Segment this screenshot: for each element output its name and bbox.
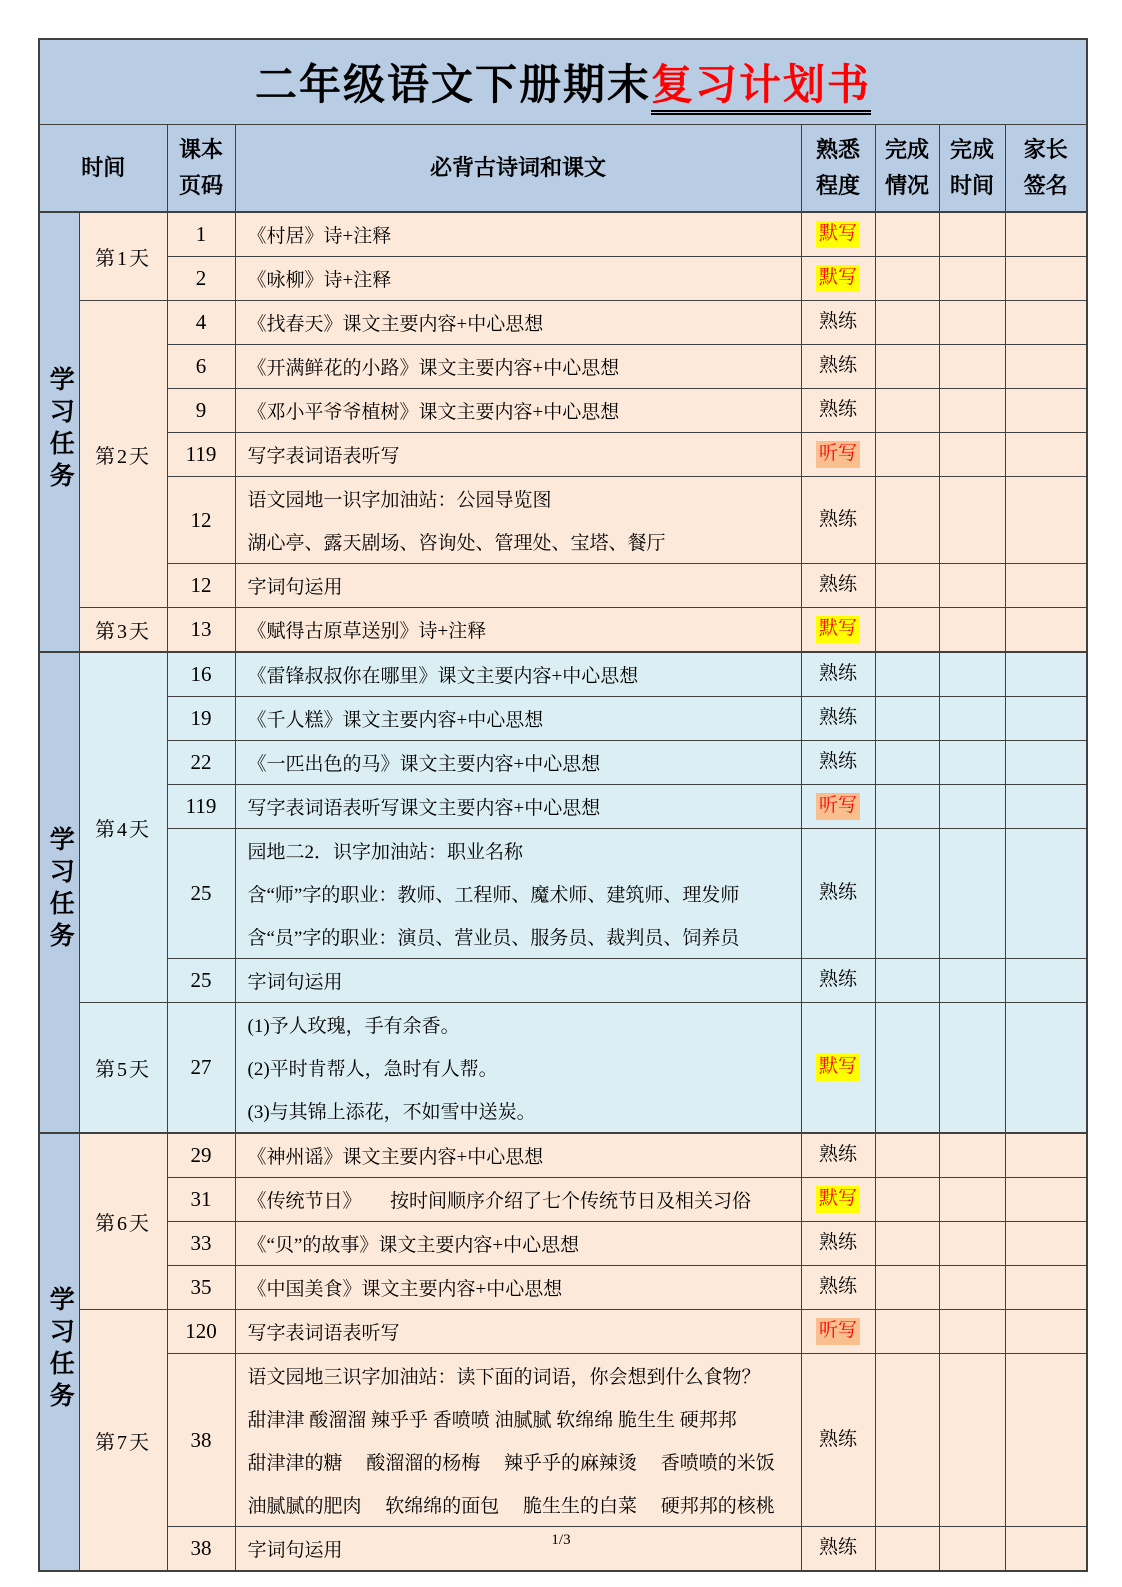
completion-time-cell	[939, 829, 1005, 959]
status-cell	[801, 1266, 875, 1310]
status-cell	[801, 697, 875, 741]
task-group-label: 学习任务	[46, 365, 74, 494]
title-row	[39, 39, 1087, 125]
header-completion-time-line2: 时间	[949, 173, 994, 198]
signature-cell	[1005, 257, 1087, 301]
completion-time-cell	[939, 564, 1005, 608]
table-row	[39, 345, 1087, 389]
status-badge: 熟练	[818, 574, 857, 596]
content-line: 《村居》诗+注释	[247, 226, 392, 247]
status-badge: 熟练	[818, 1232, 857, 1254]
day-label-cell: 第3天	[79, 608, 167, 653]
table-row	[39, 212, 1087, 257]
content-cell	[235, 959, 801, 1003]
status-badge: 熟练	[818, 355, 857, 377]
page-number-cell: 13	[167, 608, 235, 653]
completion-cell	[875, 1354, 939, 1527]
status-badge: 默写	[816, 1054, 860, 1081]
status-cell	[801, 1354, 875, 1527]
completion-time-cell	[939, 301, 1005, 345]
content-line: (3)与其锦上添花，不如雪中送炭。	[247, 1102, 536, 1123]
task-group-cell	[39, 652, 79, 1133]
completion-time-cell	[939, 433, 1005, 477]
header-completion-line2: 情况	[884, 173, 929, 198]
table-row	[39, 785, 1087, 829]
content-line: 《“贝”的故事》课文主要内容+中心思想	[247, 1235, 580, 1256]
signature-cell	[1005, 345, 1087, 389]
signature-cell	[1005, 652, 1087, 697]
header-signature-line1: 家长	[1023, 137, 1068, 162]
header-book-page-line2: 页码	[178, 173, 223, 198]
page-number-cell: 12	[167, 477, 235, 564]
signature-cell	[1005, 433, 1087, 477]
review-plan-document	[38, 38, 1086, 1572]
page-title-red: 复习计划书	[651, 63, 871, 115]
completion-cell	[875, 433, 939, 477]
completion-cell	[875, 697, 939, 741]
page-number-cell: 6	[167, 345, 235, 389]
content-line: 湖心亭、露天剧场、咨询处、管理处、宝塔、餐厅	[247, 533, 666, 554]
completion-cell	[875, 345, 939, 389]
completion-time-cell	[939, 212, 1005, 257]
status-cell	[801, 1310, 875, 1354]
page-number-cell: 2	[167, 257, 235, 301]
header-content: 必背古诗词和课文	[235, 125, 801, 213]
completion-time-cell	[939, 741, 1005, 785]
signature-cell	[1005, 301, 1087, 345]
content-cell	[235, 433, 801, 477]
content-cell	[235, 1222, 801, 1266]
completion-cell	[875, 477, 939, 564]
signature-cell	[1005, 477, 1087, 564]
signature-cell	[1005, 389, 1087, 433]
page-title-black: 二年级语文下册期末	[255, 63, 652, 109]
page-number-cell: 35	[167, 1266, 235, 1310]
content-cell	[235, 257, 801, 301]
content-cell	[235, 301, 801, 345]
content-cell	[235, 697, 801, 741]
table-row	[39, 1003, 1087, 1134]
completion-cell	[875, 1178, 939, 1222]
completion-time-cell	[939, 1354, 1005, 1527]
signature-cell	[1005, 741, 1087, 785]
page-number-cell: 120	[167, 1310, 235, 1354]
content-line: 《千人糕》课文主要内容+中心思想	[247, 710, 544, 731]
content-line: 《赋得古原草送别》诗+注释	[247, 621, 487, 642]
completion-cell	[875, 608, 939, 653]
day-label-cell: 第4天	[79, 652, 167, 1003]
content-line: 园地二2．识字加油站：职业名称	[247, 842, 524, 863]
header-familiarity	[801, 125, 875, 213]
completion-cell	[875, 212, 939, 257]
page-number-cell: 1	[167, 212, 235, 257]
day-label-cell: 第2天	[79, 301, 167, 608]
header-completion-line1: 完成	[884, 137, 929, 162]
content-cell	[235, 785, 801, 829]
page-number-cell: 119	[167, 433, 235, 477]
page-number-cell: 38	[167, 1527, 235, 1572]
status-badge: 默写	[816, 265, 860, 292]
status-cell	[801, 301, 875, 345]
completion-time-cell	[939, 345, 1005, 389]
completion-cell	[875, 1266, 939, 1310]
status-badge: 熟练	[818, 1144, 857, 1166]
page-number-cell: 29	[167, 1133, 235, 1178]
completion-cell	[875, 257, 939, 301]
content-line: 《开满鲜花的小路》课文主要内容+中心思想	[247, 358, 620, 379]
table-row	[39, 608, 1087, 653]
content-cell	[235, 829, 801, 959]
signature-cell	[1005, 1354, 1087, 1527]
content-line: 写字表词语表听写	[247, 446, 400, 467]
signature-cell	[1005, 785, 1087, 829]
page-number-cell: 25	[167, 959, 235, 1003]
content-cell	[235, 608, 801, 653]
content-line: 字词句运用	[247, 577, 343, 598]
status-badge: 熟练	[818, 751, 857, 773]
status-cell	[801, 433, 875, 477]
status-cell	[801, 1133, 875, 1178]
table-row	[39, 301, 1087, 345]
content-line: 写字表词语表听写	[247, 1323, 400, 1344]
completion-cell	[875, 389, 939, 433]
header-book-page	[167, 125, 235, 213]
content-line: (1)予人玫瑰，手有余香。	[247, 1016, 460, 1037]
signature-cell	[1005, 1133, 1087, 1178]
page-number-cell: 27	[167, 1003, 235, 1134]
task-group-cell	[39, 212, 79, 652]
header-completion-time-line1: 完成	[949, 137, 994, 162]
completion-cell	[875, 652, 939, 697]
content-line: 《传统节日》 按时间顺序介绍了七个传统节日及相关习俗	[247, 1191, 752, 1212]
completion-time-cell	[939, 1222, 1005, 1266]
signature-cell	[1005, 1222, 1087, 1266]
page-number-cell: 12	[167, 564, 235, 608]
content-line: 含“师”字的职业：教师、工程师、魔术师、建筑师、理发师	[247, 885, 740, 906]
status-badge: 熟练	[818, 311, 857, 333]
status-cell	[801, 1222, 875, 1266]
content-line: 油腻腻的肥肉 软绵绵的面包 脆生生的白菜 硬邦邦的核桃	[247, 1496, 775, 1517]
completion-time-cell	[939, 257, 1005, 301]
completion-time-cell	[939, 1266, 1005, 1310]
task-group-label: 学习任务	[46, 826, 74, 954]
signature-cell	[1005, 564, 1087, 608]
status-badge: 熟练	[818, 969, 857, 991]
signature-cell	[1005, 608, 1087, 653]
completion-time-cell	[939, 652, 1005, 697]
header-familiarity-line2: 程度	[815, 173, 860, 198]
status-badge: 听写	[816, 441, 860, 468]
completion-time-cell	[939, 959, 1005, 1003]
completion-cell	[875, 1222, 939, 1266]
review-plan-table	[38, 38, 1088, 1572]
day-label-cell: 第5天	[79, 1003, 167, 1134]
completion-cell	[875, 741, 939, 785]
plan-table-body	[39, 39, 1087, 1571]
signature-cell	[1005, 959, 1087, 1003]
page-number-cell: 19	[167, 697, 235, 741]
content-cell	[235, 1178, 801, 1222]
content-cell	[235, 564, 801, 608]
status-badge: 熟练	[818, 663, 857, 685]
header-completion-time	[939, 125, 1005, 213]
content-line: 《中国美食》课文主要内容+中心思想	[247, 1279, 563, 1300]
table-row	[39, 959, 1087, 1003]
content-line: 《神州谣》课文主要内容+中心思想	[247, 1147, 544, 1168]
day-label-cell: 第6天	[79, 1133, 167, 1310]
task-group-cell	[39, 1133, 79, 1571]
status-cell	[801, 477, 875, 564]
header-completion	[875, 125, 939, 213]
status-badge: 听写	[816, 1318, 860, 1345]
content-cell	[235, 1003, 801, 1134]
page-title	[39, 39, 1087, 125]
table-header-row	[39, 125, 1087, 213]
status-badge: 熟练	[818, 399, 857, 421]
content-line: 甜津津 酸溜溜 辣乎乎 香喷喷 油腻腻 软绵绵 脆生生 硬邦邦	[247, 1410, 737, 1431]
content-cell	[235, 345, 801, 389]
day-label-cell: 第1天	[79, 212, 167, 301]
status-cell	[801, 257, 875, 301]
content-cell	[235, 1133, 801, 1178]
table-row	[39, 741, 1087, 785]
content-line: 写字表词语表听写课文主要内容+中心思想	[247, 798, 601, 819]
content-cell	[235, 1266, 801, 1310]
completion-cell	[875, 959, 939, 1003]
page-number-cell: 16	[167, 652, 235, 697]
completion-time-cell	[939, 477, 1005, 564]
status-badge: 听写	[816, 793, 860, 820]
content-line: 《找春天》课文主要内容+中心思想	[247, 314, 544, 335]
status-badge: 熟练	[818, 1428, 857, 1450]
page-number-cell: 38	[167, 1354, 235, 1527]
completion-cell	[875, 1003, 939, 1134]
content-cell	[235, 741, 801, 785]
status-cell	[801, 829, 875, 959]
content-line: 字词句运用	[247, 1540, 343, 1561]
table-row	[39, 1310, 1087, 1354]
completion-cell	[875, 829, 939, 959]
status-cell	[801, 608, 875, 653]
status-badge: 熟练	[818, 1276, 857, 1298]
status-badge: 熟练	[818, 882, 857, 904]
content-line: 《咏柳》诗+注释	[247, 270, 392, 291]
completion-time-cell	[939, 1178, 1005, 1222]
table-row	[39, 389, 1087, 433]
status-cell	[801, 1003, 875, 1134]
page-number-cell: 9	[167, 389, 235, 433]
signature-cell	[1005, 1003, 1087, 1134]
page-number-cell: 4	[167, 301, 235, 345]
table-row	[39, 1222, 1087, 1266]
page-number-cell: 22	[167, 741, 235, 785]
status-cell	[801, 785, 875, 829]
completion-cell	[875, 1133, 939, 1178]
signature-cell	[1005, 829, 1087, 959]
task-group-label: 学习任务	[46, 1285, 74, 1414]
status-badge: 熟练	[818, 1537, 857, 1559]
content-line: (2)平时肯帮人，急时有人帮。	[247, 1059, 498, 1080]
header-signature	[1005, 125, 1087, 213]
table-row	[39, 477, 1087, 564]
content-cell	[235, 1354, 801, 1527]
content-line: 《邓小平爷爷植树》课文主要内容+中心思想	[247, 402, 620, 423]
page-number-cell: 31	[167, 1178, 235, 1222]
table-row	[39, 1354, 1087, 1527]
completion-time-cell	[939, 1003, 1005, 1134]
content-line: 含“员”字的职业：演员、营业员、服务员、裁判员、饲养员	[247, 928, 740, 949]
completion-cell	[875, 785, 939, 829]
table-row	[39, 1133, 1087, 1178]
completion-time-cell	[939, 608, 1005, 653]
content-line: 甜津津的糖 酸溜溜的杨梅 辣乎乎的麻辣烫 香喷喷的米饭	[247, 1453, 775, 1474]
completion-time-cell	[939, 389, 1005, 433]
day-label-cell: 第7天	[79, 1310, 167, 1572]
table-row	[39, 257, 1087, 301]
status-badge: 默写	[816, 221, 860, 248]
table-row	[39, 829, 1087, 959]
signature-cell	[1005, 1178, 1087, 1222]
table-row	[39, 1178, 1087, 1222]
status-badge: 默写	[816, 616, 860, 643]
completion-time-cell	[939, 1310, 1005, 1354]
signature-cell	[1005, 1310, 1087, 1354]
page-number-cell: 25	[167, 829, 235, 959]
completion-time-cell	[939, 1133, 1005, 1178]
completion-cell	[875, 564, 939, 608]
content-cell	[235, 212, 801, 257]
content-line: 《雷锋叔叔你在哪里》课文主要内容+中心思想	[247, 666, 639, 687]
signature-cell	[1005, 697, 1087, 741]
content-line: 字词句运用	[247, 972, 343, 993]
content-line: 语文园地三识字加油站：读下面的词语，你会想到什么食物？	[247, 1367, 761, 1388]
content-cell	[235, 477, 801, 564]
page-number-cell: 119	[167, 785, 235, 829]
status-cell	[801, 741, 875, 785]
status-cell	[801, 345, 875, 389]
table-row	[39, 433, 1087, 477]
table-row	[39, 564, 1087, 608]
table-row	[39, 697, 1087, 741]
completion-time-cell	[939, 785, 1005, 829]
completion-time-cell	[939, 697, 1005, 741]
header-signature-line2: 签名	[1023, 173, 1068, 198]
header-book-page-line1: 课本	[178, 137, 223, 162]
status-cell	[801, 564, 875, 608]
status-cell	[801, 212, 875, 257]
completion-cell	[875, 1310, 939, 1354]
table-row	[39, 1266, 1087, 1310]
status-cell	[801, 389, 875, 433]
header-familiarity-line1: 熟悉	[815, 137, 860, 162]
content-cell	[235, 652, 801, 697]
content-cell	[235, 1310, 801, 1354]
status-cell	[801, 1178, 875, 1222]
header-time: 时间	[39, 125, 167, 213]
content-cell	[235, 389, 801, 433]
signature-cell	[1005, 1266, 1087, 1310]
signature-cell	[1005, 212, 1087, 257]
content-line: 语文园地一识字加油站：公园导览图	[247, 490, 552, 511]
status-cell	[801, 959, 875, 1003]
table-row	[39, 652, 1087, 697]
status-badge: 默写	[816, 1186, 860, 1213]
page-number-cell: 33	[167, 1222, 235, 1266]
page-number: 1/3	[551, 1532, 571, 1548]
status-badge: 熟练	[818, 707, 857, 729]
content-line: 《一匹出色的马》课文主要内容+中心思想	[247, 754, 601, 775]
status-badge: 熟练	[818, 508, 857, 530]
completion-cell	[875, 301, 939, 345]
status-cell	[801, 652, 875, 697]
